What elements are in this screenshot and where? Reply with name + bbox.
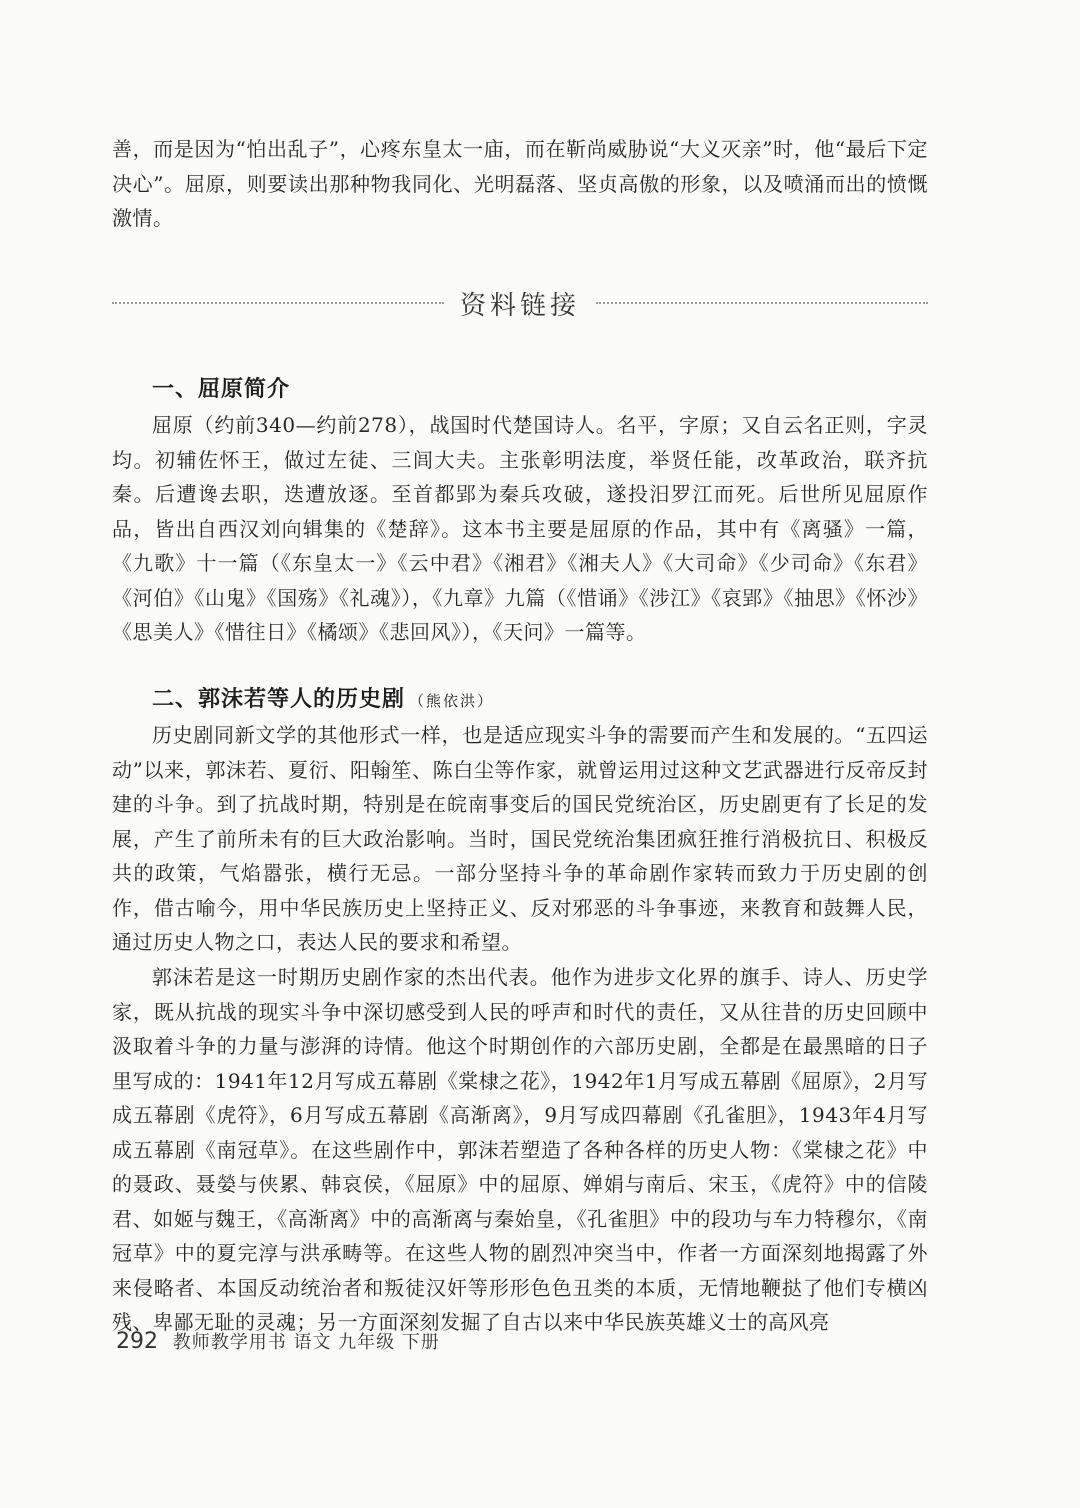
paragraph-historical-drama: 历史剧同新文学的其他形式一样，也是适应现实斗争的需要而产生和发展的。“五四运动”以来，郭沫若、夏衍、阳翰笙、陈白尘等作家，就曾运用过这种文艺武器进行反帝反封建的斗争。到了抗战时期，特别是在皖南事变后的国民党统治区，历史剧更有了长足的发展，产生了前所未有的巨大政治影响。当时，国民党统治集团疯狂推行消极抗日、积极反共的政策，气焰嚣张，横行无忌。一部分坚持斗争的革命剧作家转而致力于历史剧的创作，借古喻今，用中华民族历史上坚持正义、反对邪恶的斗争事迹，来教育和鼓舞人民，通过历史人物之口，表达人民的要求和希望。: [112, 723, 928, 954]
section-heading-qu-yuan: [152, 372, 290, 403]
section-divider: [112, 285, 928, 321]
continued-paragraph: 善，而是因为“怕出乱子”，心疼东皇太一庙，而在靳尚威胁说“大义灭亲”时，他“最后下定决心”。屈原，则要读出那种物我同化、光明磊落、坚贞高傲的形象，以及喷涌而出的愤慨激情。: [112, 137, 928, 230]
divider-dots-left: [112, 302, 444, 304]
page-footer: [116, 1328, 440, 1354]
divider-title: 资料链接: [460, 290, 581, 321]
section-heading-historical-drama: [152, 682, 494, 713]
divider-dots-right: [596, 302, 928, 304]
section-heading-text: 一、屈原简介: [152, 377, 291, 402]
section-author: （熊依洪）: [409, 692, 495, 710]
page-number: 292: [116, 1329, 158, 1354]
book-title: 教师教学用书 语文 九年级 下册: [172, 1332, 440, 1353]
paragraph-guo-moruo: 郭沫若是这一时期历史剧作家的杰出代表。他作为进步文化界的旗手、诗人、历史学家，既从抗战的现实斗争中深切感受到人民的呼声和时代的责任，又从往昔的历史回顾中汲取着斗争的力量与澎湃的诗情。他这个时期创作的六部历史剧，全都是在最黑暗的日子里写成的：1941年12月写成五幕剧《棠棣之花》，1942年1月写成五幕剧《屈原》，2月写成五幕剧《虎符》，6月写成五幕剧《高渐离》，9月写成四幕剧《孔雀胆》，1943年4月写成五幕剧《南冠草》。在这些剧作中，郭沫若塑造了各种各样的历史人物：《棠棣之花》中的聂政、聂嫈与侠累、韩哀侯，《屈原》中的屈原、婵娟与南后、宋玉，《虎符》中的信陵君、如姬与魏王，《高渐离》中的高渐离与秦始皇，《孔雀胆》中的段功与车力特穆尔，《南冠草》中的夏完淳与洪承畴等。在这些人物的剧烈冲突当中，作者一方面深刻地揭露了外来侵略者、本国反动统治者和叛徒汉奸等形形色色丑类的本质，无情地鞭挞了他们专横凶残、卑鄙无耻的灵魂；另一方面深刻发掘了自古以来中华民族英雄义士的高风亮: [112, 965, 928, 1334]
section-heading-text: 二、郭沫若等人的历史剧: [152, 687, 406, 712]
paragraph-qu-yuan-intro: 屈原（约前340—约前278），战国时代楚国诗人。名平，字原；又自云名正则，字灵均。初辅佐怀王，做过左徒、三闾大夫。主张彰明法度，举贤任能，改革政治，联齐抗秦。后遭谗去职，迭遭放逐。至首都郢为秦兵攻破，遂投汨罗江而死。后世所见屈原作品，皆出自西汉刘向辑集的《楚辞》。这本书主要是屈原的作品，其中有《离骚》一篇，《九歌》十一篇（《东皇太一》《云中君》《湘君》《湘夫人》《大司命》《少司命》《东君》《河伯》《山鬼》《国殇》《礼魂》），《九章》九篇（《惜诵》《涉江》《哀郢》《抽思》《怀沙》《思美人》《惜往日》《橘颂》《悲回风》），《天问》一篇等。: [112, 413, 928, 644]
